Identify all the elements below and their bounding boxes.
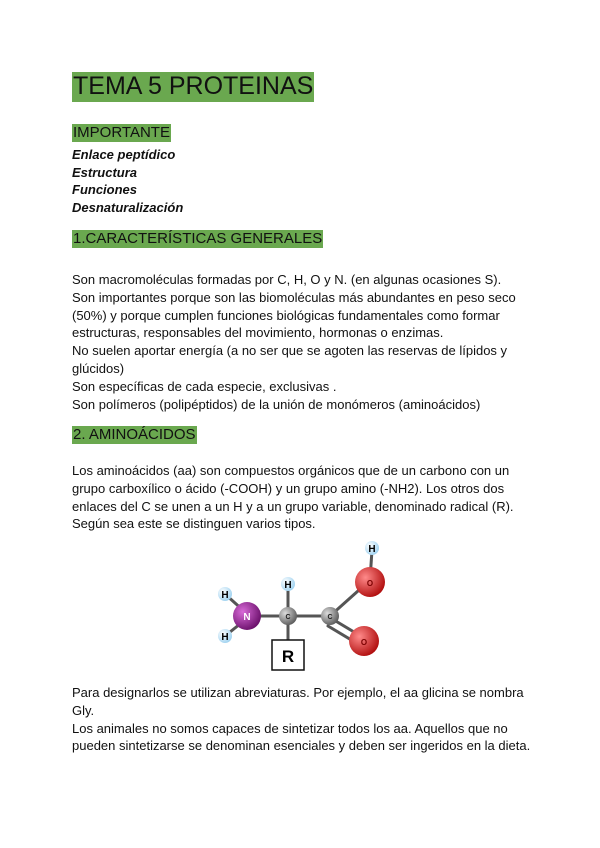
paragraph: Son específicas de cada especie, exclusivas .	[72, 378, 337, 394]
atom-label: H	[221, 590, 229, 601]
atom-label: C	[285, 614, 291, 621]
paragraph: Los animales no somos capaces de sintetizar todos los aa. Aquellos que no pueden sintetizarse se denominan esenciales y deben ser ingeridos en la dieta.	[72, 720, 531, 754]
atom-label: O	[360, 638, 368, 647]
paragraph: Son polímeros (polipéptidos) de la unión de monómeros (aminoácidos)	[72, 396, 481, 412]
atom-label: H	[368, 544, 376, 555]
paragraph: Son macromoléculas formadas por C, H, O y N. (en algunas ocasiones S).	[72, 272, 502, 287]
atom-label: N	[243, 612, 251, 623]
list-item: Funciones	[72, 182, 138, 197]
section1-body	[72, 271, 532, 413]
atom-label: O	[366, 579, 374, 588]
important-heading: IMPORTANTE	[73, 124, 170, 141]
section1-heading: 1.CARACTERÍSTICAS GENERALES	[73, 230, 323, 247]
section2-intro	[72, 462, 532, 533]
list-item: Enlace peptídico	[72, 147, 176, 162]
paragraph: Los aminoácidos (aa) son compuestos orgánicos que de un carbono con un grupo carboxílico o ácido (-COOH) y un grupo amino (-NH2). Los otros dos enlaces del C se unen a un H y a un grupo variable, denominado radical (R). Según sea este se distinguen varios tipos.	[72, 463, 514, 532]
section2-heading: 2. AMINOÁCIDOS	[73, 426, 196, 443]
amino-acid-diagram	[200, 532, 400, 677]
atom-label: H	[221, 632, 229, 643]
radical-label: R	[281, 647, 295, 666]
list-item: Desnaturalización	[72, 199, 184, 215]
paragraph: Son importantes porque son las biomoléculas más abundantes en peso seco (50%) y porque cumplen funciones biológicas fundamentales como formar estructuras, responsables del movimiento, hormonas o enzimas.	[72, 289, 516, 341]
atom-label: C	[327, 614, 333, 621]
important-list	[72, 146, 183, 216]
atom-label: H	[284, 580, 292, 591]
paragraph: Para designarlos se utilizan abreviaturas. Por ejemplo, el aa glicina se nombra Gly.	[72, 685, 524, 718]
section2-after	[72, 684, 532, 755]
list-item: Estructura	[72, 164, 138, 180]
page-title: TEMA 5 PROTEINAS	[73, 72, 314, 100]
paragraph: No suelen aportar energía (a no ser que se agoten las reservas de lípidos y glúcidos)	[72, 343, 508, 376]
